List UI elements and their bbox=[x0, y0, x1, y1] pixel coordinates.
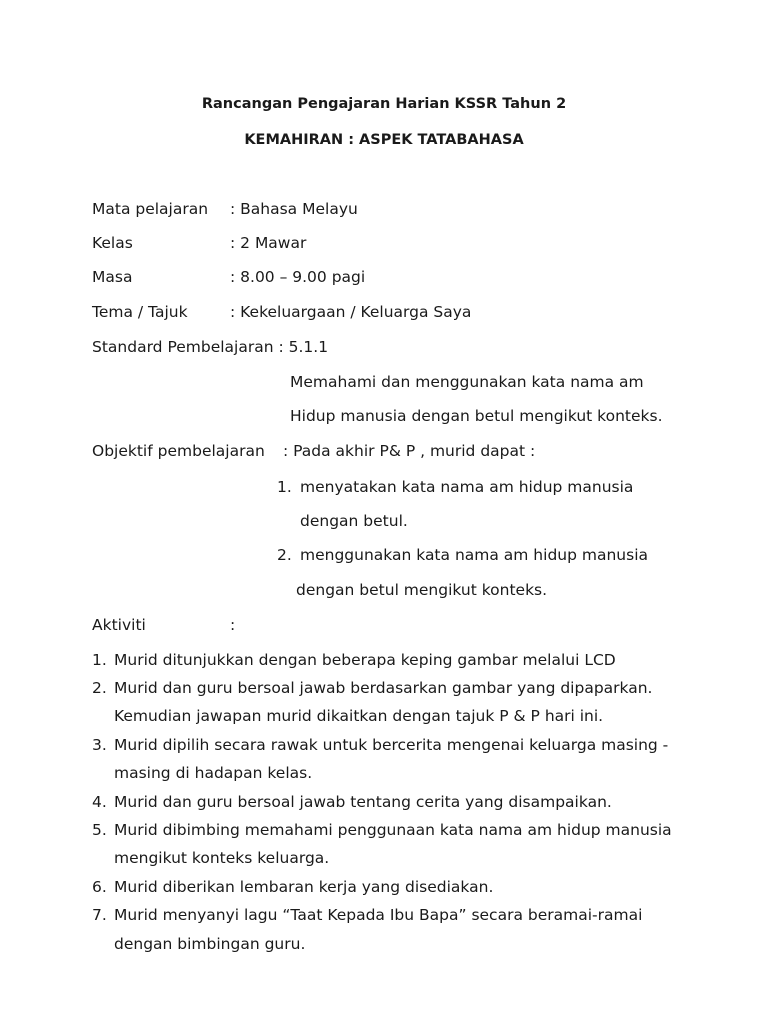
activity-number: 7. bbox=[92, 906, 107, 924]
activity-item-line: masing di hadapan kelas. bbox=[114, 764, 313, 782]
objectives-intro: : Pada akhir P& P , murid dapat : bbox=[283, 442, 536, 460]
activities-label: Aktiviti bbox=[92, 616, 146, 634]
activity-item-line: Kemudian jawapan murid dikaitkan dengan tajuk P & P hari ini. bbox=[114, 707, 604, 725]
document-title: Rancangan Pengajaran Harian KSSR Tahun 2 bbox=[201, 96, 567, 112]
objective-item-line: menggunakan kata nama am hidup manusia bbox=[300, 546, 648, 564]
time-value: : 8.00 – 9.00 pagi bbox=[230, 268, 366, 286]
activity-item-line: Murid menyanyi lagu “Taat Kepada Ibu Bapa” secara beramai-ramai bbox=[114, 906, 643, 924]
document-subtitle: KEMAHIRAN : ASPEK TATABAHASA bbox=[244, 132, 524, 148]
class-label: Kelas bbox=[92, 234, 133, 252]
subject-value: : Bahasa Melayu bbox=[230, 200, 358, 218]
class-value: : 2 Mawar bbox=[230, 234, 307, 252]
activity-item-line: Murid dibimbing memahami penggunaan kata nama am hidup manusia bbox=[114, 821, 672, 839]
learning-standard-description-2: Hidup manusia dengan betul mengikut konteks. bbox=[290, 407, 663, 425]
activity-number: 6. bbox=[92, 878, 107, 896]
activity-number: 2. bbox=[92, 679, 107, 697]
activity-number: 4. bbox=[92, 793, 107, 811]
activity-item-line: Murid diberikan lembaran kerja yang disediakan. bbox=[114, 878, 494, 896]
objectives-label: Objektif pembelajaran bbox=[92, 442, 265, 460]
objective-item-line: menyatakan kata nama am hidup manusia bbox=[300, 478, 634, 496]
activity-number: 3. bbox=[92, 736, 107, 754]
learning-standard: Standard Pembelajaran : 5.1.1 bbox=[92, 338, 329, 356]
activity-item-line: Murid ditunjukkan dengan beberapa keping gambar melalui LCD bbox=[114, 651, 616, 669]
learning-standard-description-1: Memahami dan menggunakan kata nama am bbox=[290, 373, 644, 391]
objective-item-line: dengan betul. bbox=[300, 512, 408, 530]
objective-item-line: dengan betul mengikut konteks. bbox=[296, 581, 548, 599]
activity-item-line: Murid dipilih secara rawak untuk bercerita mengenai keluarga masing - bbox=[114, 736, 669, 754]
activity-number: 5. bbox=[92, 821, 107, 839]
activity-item-line: dengan bimbingan guru. bbox=[114, 935, 306, 953]
objective-number: 2. bbox=[277, 546, 292, 564]
activity-item-line: mengikut konteks keluarga. bbox=[114, 849, 330, 867]
activities-colon: : bbox=[230, 616, 236, 634]
time-label: Masa bbox=[92, 268, 133, 286]
activity-item-line: Murid dan guru bersoal jawab berdasarkan gambar yang dipaparkan. bbox=[114, 679, 653, 697]
theme-value: : Kekeluargaan / Keluarga Saya bbox=[230, 303, 472, 321]
activity-number: 1. bbox=[92, 651, 107, 669]
theme-label: Tema / Tajuk bbox=[92, 303, 188, 321]
objective-number: 1. bbox=[277, 478, 292, 496]
activity-item-line: Murid dan guru bersoal jawab tentang cerita yang disampaikan. bbox=[114, 793, 612, 811]
subject-label: Mata pelajaran bbox=[92, 200, 209, 218]
